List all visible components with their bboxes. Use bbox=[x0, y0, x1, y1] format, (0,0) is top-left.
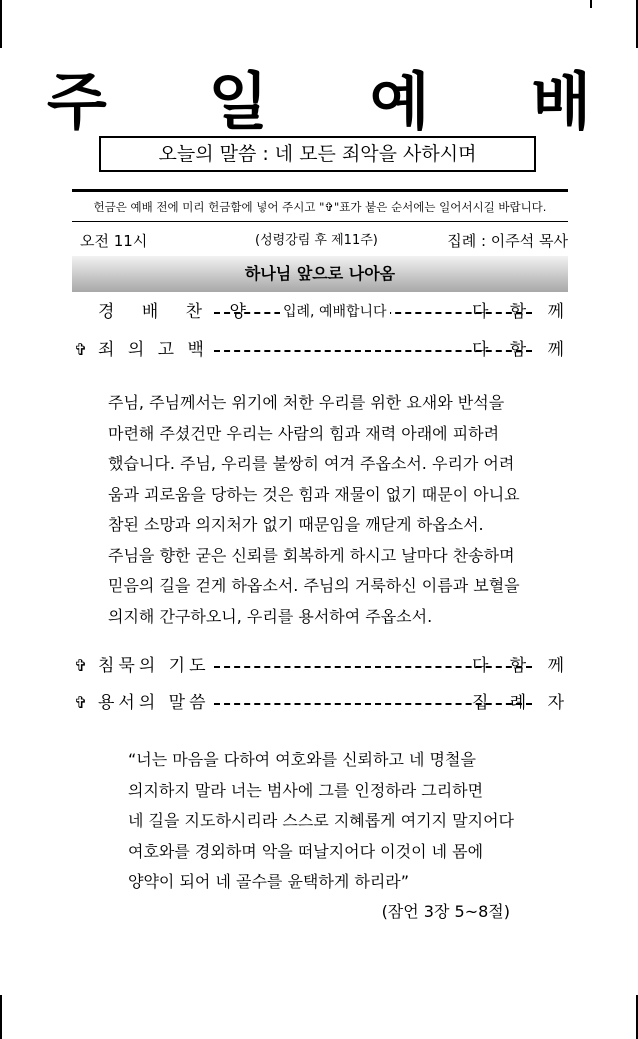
order-response: 다 함 께 bbox=[472, 656, 564, 676]
order-label: 용서의 말씀 bbox=[98, 693, 210, 713]
crop-mark-top-left bbox=[0, 0, 2, 48]
word-of-day-box: 오늘의 말씀 : 네 모든 죄악을 사하시며 bbox=[99, 136, 536, 172]
order-item-absolution bbox=[72, 689, 568, 717]
offering-notice: 헌금은 예배 전에 미리 헌금함에 넣어 주시고 "✞"표가 붙은 순서에는 일어서시길 바랍니다. bbox=[93, 200, 547, 214]
service-time: 오전 11시 bbox=[80, 232, 148, 250]
order-response: 다 함 께 bbox=[472, 340, 564, 360]
confession-prayer: 주님, 주님께서는 위기에 처한 우리를 위한 요새와 반석을 마련해 주셨건만 우리는 사람의 힘과 재력 아래에 피하려 했습니다. 주님, 우리를 불쌍히 여겨 주옵소서. 우리가 어려 움과 괴로움을 당하는 것은 힘과 재물이 없기 때문이 아니요 참된 소망과 의지처가 없기 때문임을 깨닫게 하옵소서. 주님을 향한 굳은 신뢰를 회복하게 하시고 날마다 찬송하며 믿음의 길을 걷게 하옵소서. 주님의 거룩하신 이름과 보혈을 의지해 간구하오니, 우리를 용서하여 주옵소서. bbox=[108, 393, 520, 626]
crop-mark-top-right bbox=[590, 0, 592, 8]
liturgical-week: (성령강림 후 제11주) bbox=[255, 233, 378, 248]
scripture-quote: “너는 마음을 다하여 여호와를 신뢰하고 네 명철을 의지하지 말라 너는 범사에 그를 인정하라 그리하면 네 길을 지도하시리라 스스로 지혜롭게 여기지 말지어다 여호와를 경외하며 악을 떠날지어다 이것이 네 몸에 양약이 되어 네 골수를 윤택하게 하리라” bbox=[128, 750, 515, 891]
order-response: 집 례 자 bbox=[472, 693, 564, 713]
top-rule bbox=[72, 189, 568, 192]
notice-rule bbox=[72, 221, 568, 222]
cross-icon: ✞ bbox=[74, 656, 88, 675]
order-response: 다 함 께 bbox=[472, 302, 564, 322]
page-title: 주 일 예 배 bbox=[46, 65, 632, 138]
order-label: 경 배 찬 양 bbox=[98, 302, 257, 322]
order-item-praise bbox=[72, 298, 568, 326]
order-label: 침묵의 기도 bbox=[98, 656, 210, 676]
service-meta bbox=[80, 229, 568, 253]
order-item-confession bbox=[72, 336, 568, 364]
order-note: 입례, 예배합니다 bbox=[280, 298, 390, 326]
scripture-reference: (잠언 3장 5~8절) bbox=[381, 902, 510, 921]
cross-icon: ✞ bbox=[74, 693, 88, 712]
presider: 집례 : 이주석 목사 bbox=[447, 232, 568, 250]
order-item-silent-prayer bbox=[72, 652, 568, 680]
order-label: 죄 의 고 백 bbox=[98, 340, 208, 360]
section-header: 하나님 앞으로 나아옴 bbox=[72, 256, 568, 292]
cross-icon: ✞ bbox=[74, 340, 88, 359]
crop-mark-bottom-left bbox=[0, 995, 2, 1039]
